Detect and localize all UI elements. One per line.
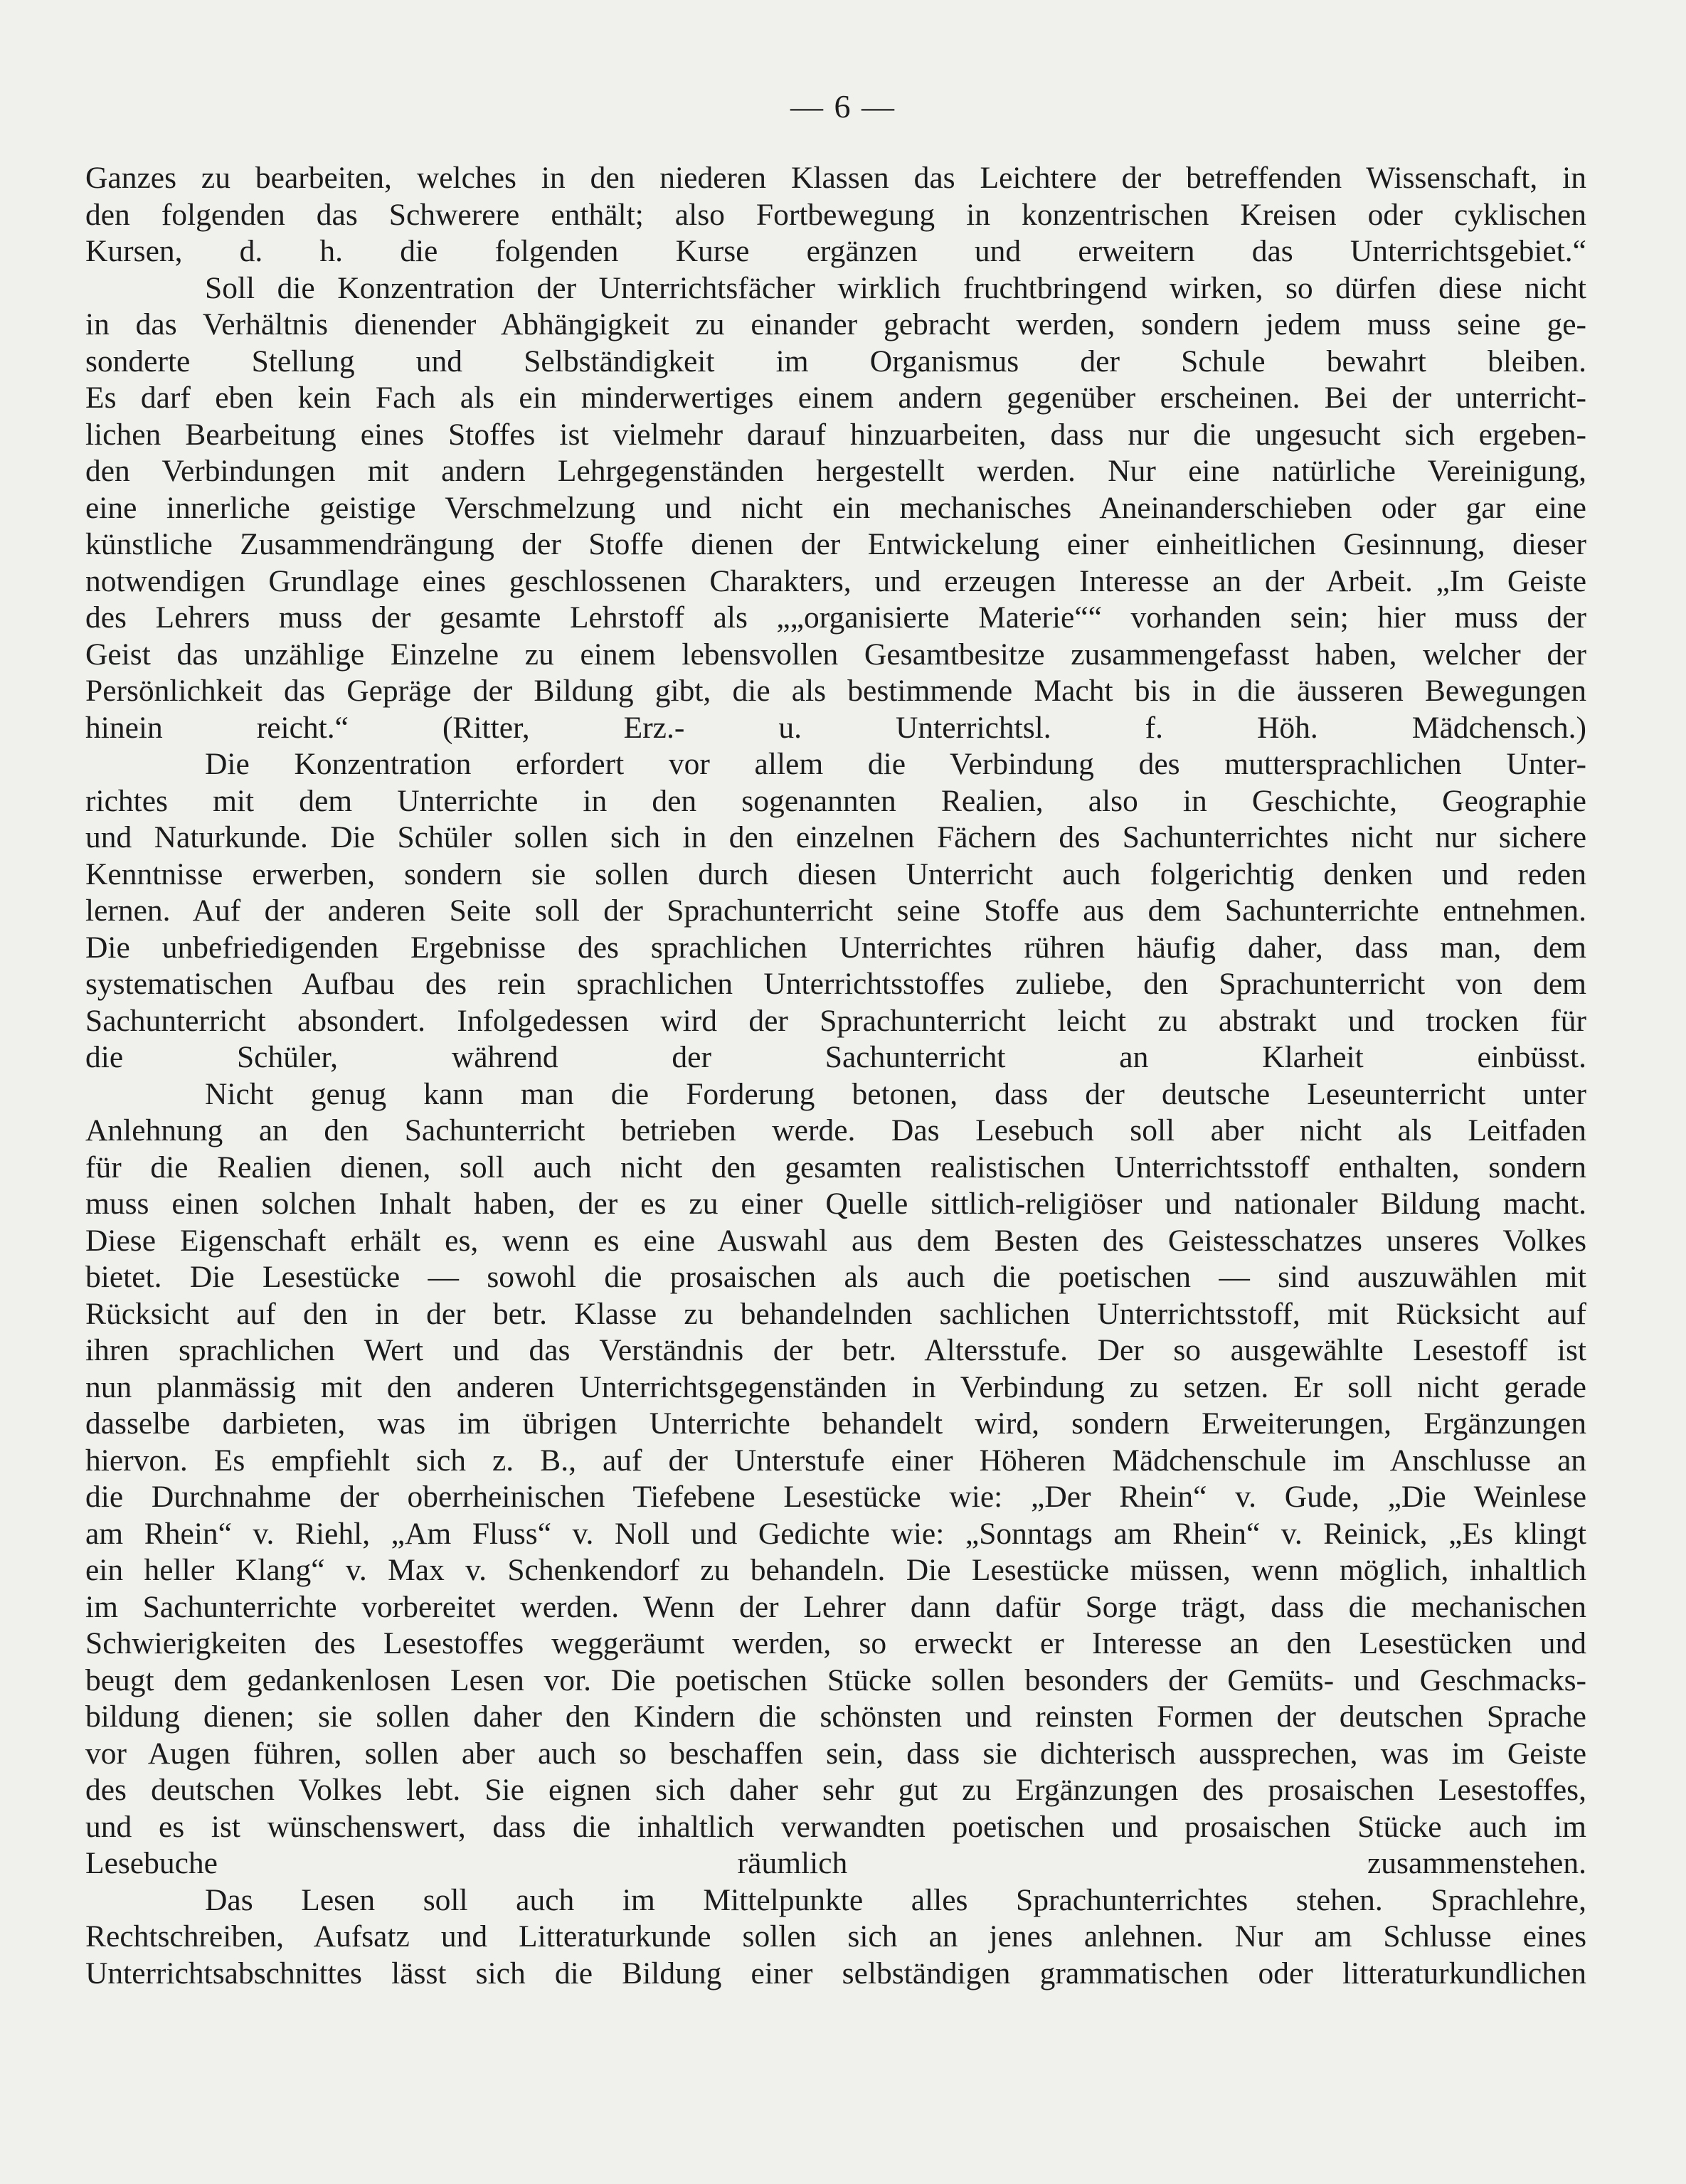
text-line: hiervon. Es empfiehlt sich z. B., auf der Unterstufe einer Höheren Mädchenschule im Anschlusse an — [85, 1443, 1586, 1478]
paragraph-1 — [85, 160, 1586, 270]
text-line: den Verbindungen mit andern Lehrgegenständen hergestellt werden. Nur eine natürliche Vereinigung, — [85, 454, 1586, 488]
text-line: Die unbefriedigenden Ergebnisse des sprachlichen Unterrichtes rühren häufig daher, dass man, dem — [85, 930, 1586, 965]
body-text — [85, 160, 1586, 1992]
text-line: Geist das unzählige Einzelne zu einem lebensvollen Gesamtbesitze zusammengefasst haben, welcher der — [85, 637, 1586, 672]
text-line: Lesebuche räumlich zusammenstehen. — [85, 1846, 1586, 1880]
paragraph-5 — [85, 1882, 1586, 1993]
paragraph-4 — [85, 1076, 1586, 1882]
text-line: für die Realien dienen, soll auch nicht den gesamten realistischen Unterrichtsstoff enthalten, sondern — [85, 1150, 1586, 1184]
text-line: Die Konzentration erfordert vor allem die Verbindung des muttersprachlichen Unter- — [205, 747, 1586, 781]
text-line: bildung dienen; sie sollen daher den Kindern die schönsten und reinsten Formen der deutschen Sprache — [85, 1700, 1586, 1734]
text-line: ein heller Klang“ v. Max v. Schenkendorf zu behandeln. Die Lesestücke müssen, wenn möglich, inhaltlich — [85, 1553, 1586, 1587]
text-line: Persönlichkeit das Gepräge der Bildung gibt, die als bestimmende Macht bis in die äusseren Bewegungen — [85, 674, 1586, 708]
paragraph-2 — [85, 270, 1586, 747]
text-line: Anlehnung an den Sachunterricht betrieben werde. Das Lesebuch soll aber nicht als Leitfaden — [85, 1113, 1586, 1147]
text-line: am Rhein“ v. Riehl, „Am Fluss“ v. Noll und Gedichte wie: „Sonntags am Rhein“ v. Reinick, „Es klingt — [85, 1516, 1586, 1551]
page-number: — 6 — — [790, 88, 896, 124]
text-line: hinein reicht.“ (Ritter, Erz.- u. Unterrichtsl. f. Höh. Mädchensch.) — [85, 710, 1586, 745]
text-line: Es darf eben kein Fach als ein minderwertiges einem andern gegenüber erscheinen. Bei der unterricht- — [85, 381, 1586, 415]
text-line: die Schüler, während der Sachunterricht an Klarheit einbüsst. — [85, 1040, 1586, 1074]
text-line: Rücksicht auf den in der betr. Klasse zu behandelnden sachlichen Unterrichtsstoff, mit Rücksicht auf — [85, 1296, 1586, 1331]
text-line: Kenntnisse erwerben, sondern sie sollen durch diesen Unterricht auch folgerichtig denken und reden — [85, 857, 1586, 891]
text-line: die Durchnahme der oberrheinischen Tiefebene Lesestücke wie: „Der Rhein“ v. Gude, „Die Weinlese — [85, 1480, 1586, 1514]
text-line: den folgenden das Schwerere enthält; also Fortbewegung in konzentrischen Kreisen oder cyklischen — [85, 197, 1586, 232]
text-line: vor Augen führen, sollen aber auch so beschaffen sein, dass sie dichterisch aussprechen, was im Geiste — [85, 1736, 1586, 1771]
text-line: des Lehrers muss der gesamte Lehrstoff als „„organisierte Materie““ vorhanden sein; hier muss der — [85, 600, 1586, 635]
text-line: Rechtschreiben, Aufsatz und Litteraturkunde sollen sich an jenes anlehnen. Nur am Schlusse eines — [85, 1919, 1586, 1954]
text-line: und Naturkunde. Die Schüler sollen sich in den einzelnen Fächern des Sachunterrichtes nicht nur sichere — [85, 820, 1586, 854]
text-line: Diese Eigenschaft erhält es, wenn es eine Auswahl aus dem Besten des Geistesschatzes unseres Volkes — [85, 1223, 1586, 1258]
text-line: des deutschen Volkes lebt. Sie eignen sich daher sehr gut zu Ergänzungen des prosaischen Lesestoffes, — [85, 1773, 1586, 1807]
text-line: muss einen solchen Inhalt haben, der es zu einer Quelle sittlich-religiöser und nationaler Bildung macht. — [85, 1187, 1586, 1221]
text-line: und es ist wünschenswert, dass die inhaltlich verwandten poetischen und prosaischen Stücke auch im — [85, 1809, 1586, 1844]
text-line: lichen Bearbeitung eines Stoffes ist vielmehr darauf hinzuarbeiten, dass nur die ungesucht sich ergeben- — [85, 417, 1586, 452]
text-line: in das Verhältnis dienender Abhängigkeit zu einander gebracht werden, sondern jedem muss seine ge- — [85, 307, 1586, 341]
text-line: Nicht genug kann man die Forderung betonen, dass der deutsche Leseunterricht unter — [205, 1076, 1586, 1111]
text-line: ihren sprachlichen Wert und das Verständnis der betr. Altersstufe. Der so ausgewählte Lesestoff ist — [85, 1333, 1586, 1367]
text-line: Ganzes zu bearbeiten, welches in den niederen Klassen das Leichtere der betreffenden Wissenschaft, in — [85, 161, 1586, 195]
text-line: Kursen, d. h. die folgenden Kurse ergänzen und erweitern das Unterrichtsgebiet.“ — [85, 234, 1586, 268]
text-line: beugt dem gedankenlosen Lesen vor. Die poetischen Stücke sollen besonders der Gemüts- und Geschmacks- — [85, 1663, 1586, 1697]
text-line: richtes mit dem Unterrichte in den sogenannten Realien, also in Geschichte, Geographie — [85, 783, 1586, 818]
text-line: lernen. Auf der anderen Seite soll der Sprachunterricht seine Stoffe aus dem Sachunterrichte entnehmen. — [85, 894, 1586, 928]
text-line: im Sachunterrichte vorbereitet werden. Wenn der Lehrer dann dafür Sorge trägt, dass die mechanischen — [85, 1589, 1586, 1624]
text-line: systematischen Aufbau des rein sprachlichen Unterrichtsstoffes zuliebe, den Sprachunterricht von dem — [85, 967, 1586, 1001]
text-line: sonderte Stellung und Selbständigkeit im Organismus der Schule bewahrt bleiben. — [85, 344, 1586, 378]
text-line: künstliche Zusammendrängung der Stoffe dienen der Entwickelung einer einheitlichen Gesinnung, dieser — [85, 527, 1586, 561]
text-line: Soll die Konzentration der Unterrichtsfächer wirklich fruchtbringend wirken, so dürfen diese nicht — [205, 270, 1586, 305]
text-line: Sachunterricht absondert. Infolgedessen wird der Sprachunterricht leicht zu abstrakt und trocken für — [85, 1003, 1586, 1038]
text-line: bietet. Die Lesestücke — sowohl die prosaischen als auch die poetischen — sind auszuwählen mit — [85, 1260, 1586, 1294]
text-line: nun planmässig mit den anderen Unterrichtsgegenständen in Verbindung zu setzen. Er soll nicht gerade — [85, 1369, 1586, 1404]
text-line: eine innerliche geistige Verschmelzung und nicht ein mechanisches Aneinanderschieben oder gar eine — [85, 490, 1586, 525]
text-line: Unterrichtsabschnittes lässt sich die Bildung einer selbständigen grammatischen oder litteraturkundlichen — [85, 1956, 1586, 1990]
paragraph-3 — [85, 746, 1586, 1076]
text-line: Schwierigkeiten des Lesestoffes weggeräumt werden, so erweckt er Interesse an den Lesestücken und — [85, 1626, 1586, 1660]
text-line: dasselbe darbieten, was im übrigen Unterrichte behandelt wird, sondern Erweiterungen, Ergänzungen — [85, 1406, 1586, 1441]
text-line: notwendigen Grundlage eines geschlossenen Charakters, und erzeugen Interesse an der Arbeit. „Im Geiste — [85, 563, 1586, 598]
text-line: Das Lesen soll auch im Mittelpunkte alles Sprachunterrichtes stehen. Sprachlehre, — [205, 1882, 1586, 1917]
